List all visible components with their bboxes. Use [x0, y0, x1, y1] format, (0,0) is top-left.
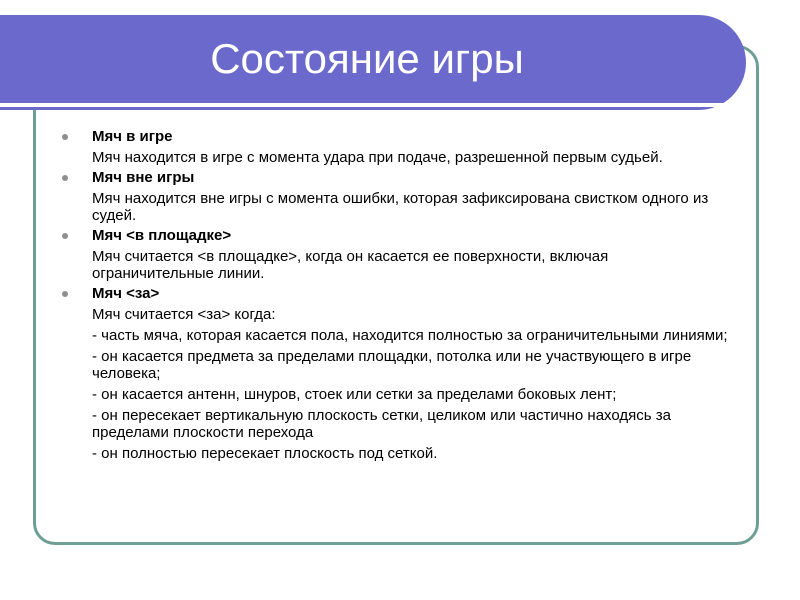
list-item: - часть мяча, которая касается пола, находится полностью за ограничительными линиями; [92, 327, 728, 344]
section-heading-text: Мяч <в площадке> [92, 227, 232, 244]
section-heading-ball-out [62, 285, 732, 302]
list-item: - он касается антенн, шнуров, стоек или сетки за пределами боковых лент; [92, 386, 617, 403]
slide-content [62, 125, 732, 462]
section-heading-ball-in [62, 227, 732, 244]
section-heading-text: Мяч вне игры [92, 169, 195, 186]
section-text: Мяч находится в игре с момента удара при подаче, разрешенной первым судьей. [92, 149, 663, 166]
bullet-dot-icon [62, 175, 68, 181]
section-heading-text: Мяч в игре [92, 128, 173, 145]
section-heading-ball-out-of-play [62, 169, 732, 186]
list-item: - он полностью пересекает плоскость под сеткой. [92, 445, 438, 462]
section-text: Мяч находится вне игры с момента ошибки, которая зафиксирована свистком одного из судей. [92, 190, 709, 224]
bullet-dot-icon [62, 134, 68, 140]
section-text: Мяч считается <в площадке>, когда он касается ее поверхности, включая ограничительные линии. [92, 248, 609, 282]
section-heading-ball-in-play [62, 128, 732, 145]
list-item: - он пересекает вертикальную плоскость сетки, целиком или частично находясь за пределами плоскости перехода [92, 407, 671, 441]
bullet-dot-icon [62, 291, 68, 297]
slide-title: Состояние игры [210, 35, 524, 82]
section-heading-text: Мяч <за> [92, 285, 160, 302]
list-item: - он касается предмета за пределами площадки, потолка или не участвующего в игре человека; [92, 348, 692, 382]
section-text: Мяч считается <за> когда: [92, 306, 276, 323]
bullet-dot-icon [62, 233, 68, 239]
title-underline [0, 103, 733, 107]
